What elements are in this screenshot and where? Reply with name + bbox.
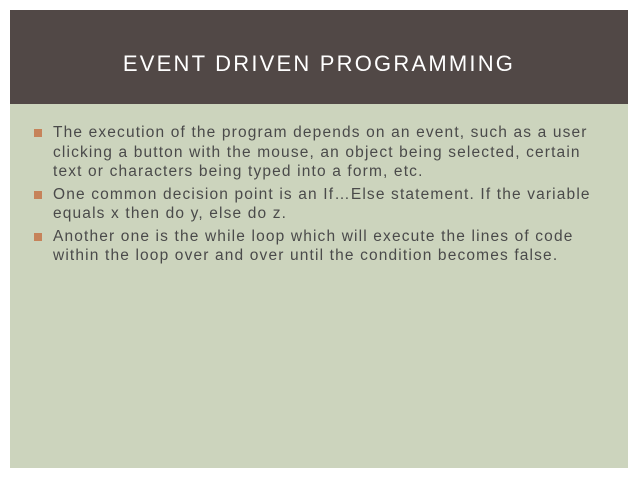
slide [10, 10, 628, 468]
square-bullet-icon [34, 191, 42, 199]
bullet-item [34, 123, 614, 182]
square-bullet-icon [34, 233, 42, 241]
bullet-list [34, 123, 614, 269]
bullet-item [34, 227, 614, 266]
bullet-text: One common decision point is an If…Else statement. If the variable equals x then do y, else do z. [53, 185, 591, 222]
title-bar [10, 10, 628, 104]
bullet-text: Another one is the while loop which will execute the lines of code within the loop over and over until the condition becomes false. [53, 227, 574, 264]
slide-title: EVENT DRIVEN PROGRAMMING [122, 51, 516, 76]
square-bullet-icon [34, 129, 42, 137]
bullet-text: The execution of the program depends on an event, such as a user clicking a button with the mouse, an object being selected, certain text or characters being typed into a form, etc. [53, 124, 588, 180]
bullet-item [34, 185, 614, 224]
